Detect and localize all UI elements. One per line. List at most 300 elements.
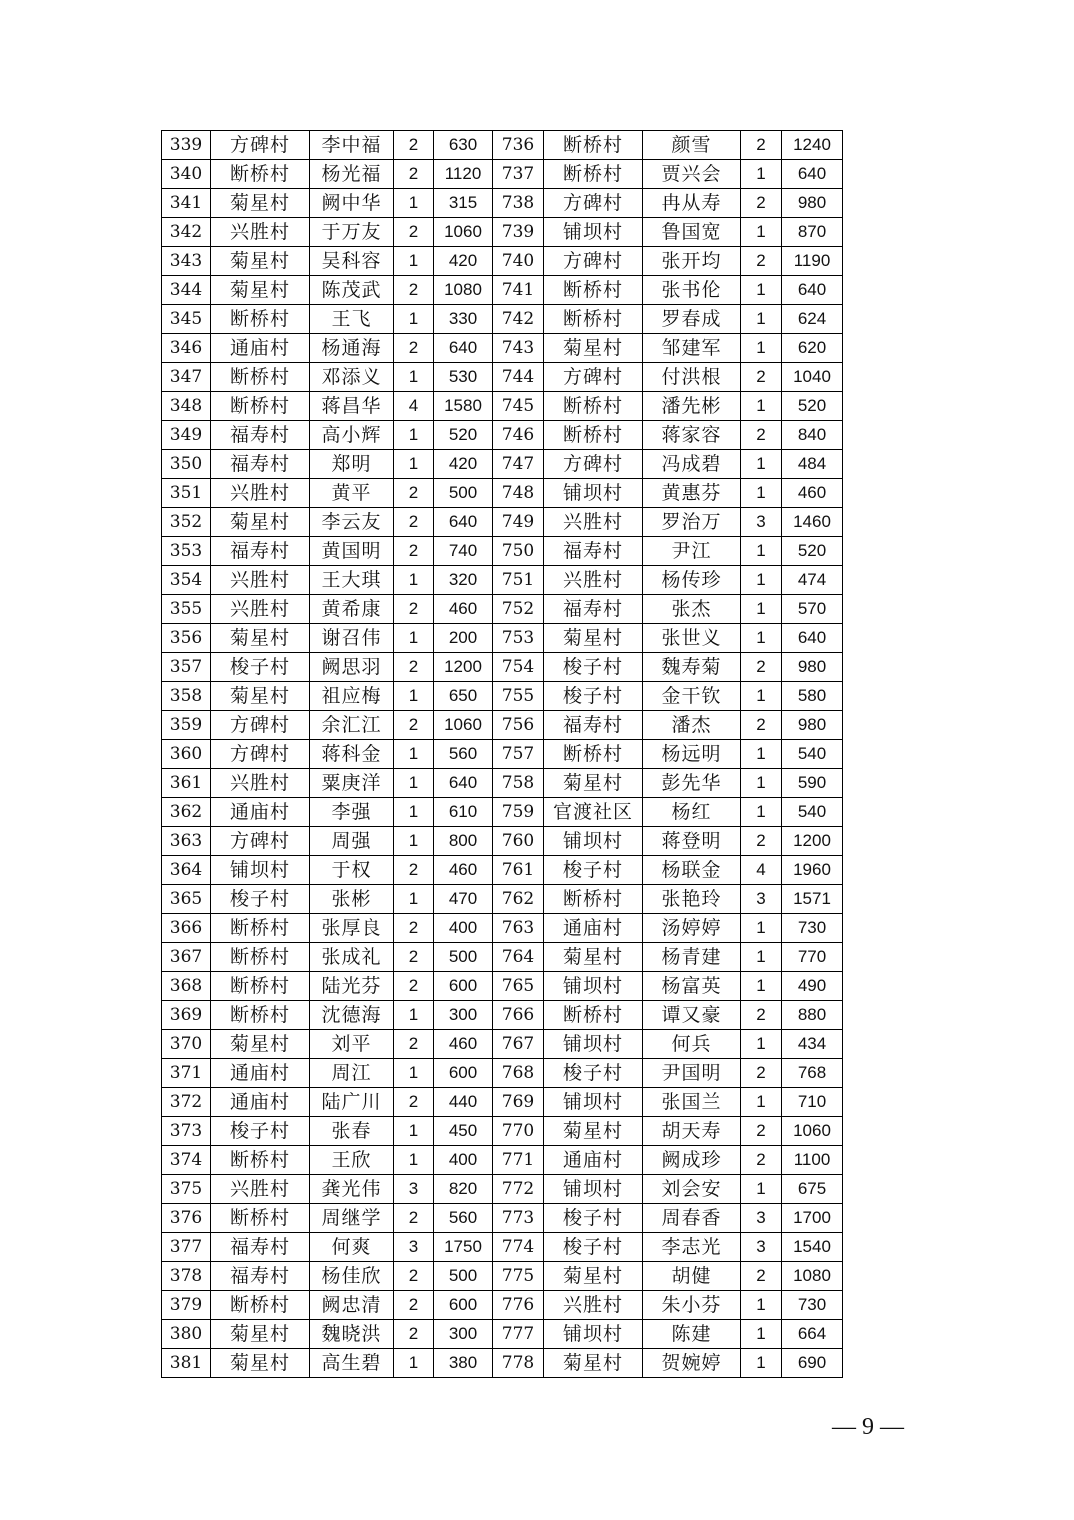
right-household-count-cell: 2 (741, 1059, 782, 1088)
right-serial-number-cell: 772 (493, 1175, 544, 1204)
left-serial-number-cell: 371 (162, 1059, 211, 1088)
left-name-cell: 邓添义 (310, 363, 394, 392)
right-serial-number-cell: 749 (493, 508, 544, 537)
left-serial-number-cell: 353 (162, 537, 211, 566)
right-household-count-cell: 2 (741, 653, 782, 682)
right-amount-cell: 770 (782, 943, 843, 972)
right-household-count-cell: 1 (741, 1291, 782, 1320)
left-amount-cell: 1060 (434, 711, 493, 740)
left-amount-cell: 800 (434, 827, 493, 856)
right-household-count-cell: 2 (741, 363, 782, 392)
left-name-cell: 吴科容 (310, 247, 394, 276)
left-name-cell: 阙中华 (310, 189, 394, 218)
left-household-count-cell: 2 (394, 856, 434, 885)
left-village-cell: 断桥村 (211, 1001, 310, 1030)
right-amount-cell: 664 (782, 1320, 843, 1349)
right-village-cell: 菊星村 (544, 1349, 643, 1378)
left-amount-cell: 600 (434, 972, 493, 1001)
left-serial-number-cell: 374 (162, 1146, 211, 1175)
right-name-cell: 张国兰 (643, 1088, 741, 1117)
table-row (162, 247, 843, 276)
left-serial-number-cell: 357 (162, 653, 211, 682)
table-row (162, 1262, 843, 1291)
left-serial-number-cell: 373 (162, 1117, 211, 1146)
left-serial-number-cell: 379 (162, 1291, 211, 1320)
right-household-count-cell: 1 (741, 1030, 782, 1059)
left-household-count-cell: 1 (394, 450, 434, 479)
left-amount-cell: 400 (434, 1146, 493, 1175)
left-name-cell: 阙思羽 (310, 653, 394, 682)
left-village-cell: 梭子村 (211, 885, 310, 914)
right-serial-number-cell: 761 (493, 856, 544, 885)
left-name-cell: 高小辉 (310, 421, 394, 450)
left-household-count-cell: 2 (394, 972, 434, 1001)
left-serial-number-cell: 377 (162, 1233, 211, 1262)
table-row (162, 1117, 843, 1146)
table-row (162, 972, 843, 1001)
left-name-cell: 于万友 (310, 218, 394, 247)
right-amount-cell: 690 (782, 1349, 843, 1378)
right-village-cell: 铺坝村 (544, 1175, 643, 1204)
right-serial-number-cell: 745 (493, 392, 544, 421)
table-row (162, 450, 843, 479)
table-row (162, 1001, 843, 1030)
right-amount-cell: 768 (782, 1059, 843, 1088)
right-name-cell: 彭先华 (643, 769, 741, 798)
right-household-count-cell: 1 (741, 914, 782, 943)
right-amount-cell: 1060 (782, 1117, 843, 1146)
left-serial-number-cell: 350 (162, 450, 211, 479)
right-amount-cell: 624 (782, 305, 843, 334)
left-village-cell: 菊星村 (211, 682, 310, 711)
roster-table-body (162, 131, 843, 1378)
left-amount-cell: 420 (434, 450, 493, 479)
left-name-cell: 何爽 (310, 1233, 394, 1262)
right-amount-cell: 1571 (782, 885, 843, 914)
right-serial-number-cell: 768 (493, 1059, 544, 1088)
left-village-cell: 菊星村 (211, 276, 310, 305)
right-serial-number-cell: 748 (493, 479, 544, 508)
right-name-cell: 魏寿菊 (643, 653, 741, 682)
right-name-cell: 阙成珍 (643, 1146, 741, 1175)
left-household-count-cell: 1 (394, 1117, 434, 1146)
left-serial-number-cell: 366 (162, 914, 211, 943)
left-household-count-cell: 2 (394, 508, 434, 537)
right-village-cell: 菊星村 (544, 624, 643, 653)
left-name-cell: 张春 (310, 1117, 394, 1146)
left-amount-cell: 300 (434, 1320, 493, 1349)
table-row (162, 566, 843, 595)
right-household-count-cell: 2 (741, 421, 782, 450)
right-village-cell: 方碑村 (544, 247, 643, 276)
left-name-cell: 杨通海 (310, 334, 394, 363)
left-amount-cell: 610 (434, 798, 493, 827)
left-village-cell: 断桥村 (211, 1291, 310, 1320)
left-village-cell: 菊星村 (211, 247, 310, 276)
right-amount-cell: 490 (782, 972, 843, 1001)
right-name-cell: 鲁国宽 (643, 218, 741, 247)
right-village-cell: 方碑村 (544, 189, 643, 218)
left-household-count-cell: 2 (394, 276, 434, 305)
left-household-count-cell: 1 (394, 363, 434, 392)
right-serial-number-cell: 744 (493, 363, 544, 392)
right-serial-number-cell: 775 (493, 1262, 544, 1291)
left-village-cell: 福寿村 (211, 537, 310, 566)
left-village-cell: 菊星村 (211, 1349, 310, 1378)
table-row (162, 914, 843, 943)
right-name-cell: 张艳玲 (643, 885, 741, 914)
left-name-cell: 王欣 (310, 1146, 394, 1175)
right-amount-cell: 1200 (782, 827, 843, 856)
right-amount-cell: 640 (782, 624, 843, 653)
left-name-cell: 高生碧 (310, 1349, 394, 1378)
right-amount-cell: 1190 (782, 247, 843, 276)
left-amount-cell: 1750 (434, 1233, 493, 1262)
table-row (162, 1204, 843, 1233)
left-household-count-cell: 2 (394, 218, 434, 247)
table-row (162, 479, 843, 508)
right-village-cell: 通庙村 (544, 914, 643, 943)
left-household-count-cell: 2 (394, 1088, 434, 1117)
left-amount-cell: 330 (434, 305, 493, 334)
right-amount-cell: 620 (782, 334, 843, 363)
left-amount-cell: 560 (434, 1204, 493, 1233)
right-village-cell: 梭子村 (544, 1204, 643, 1233)
right-serial-number-cell: 778 (493, 1349, 544, 1378)
left-name-cell: 王大琪 (310, 566, 394, 595)
left-village-cell: 断桥村 (211, 363, 310, 392)
right-serial-number-cell: 746 (493, 421, 544, 450)
right-amount-cell: 1240 (782, 131, 843, 160)
right-name-cell: 杨联金 (643, 856, 741, 885)
left-village-cell: 通庙村 (211, 1088, 310, 1117)
right-amount-cell: 1460 (782, 508, 843, 537)
left-amount-cell: 450 (434, 1117, 493, 1146)
left-name-cell: 祖应梅 (310, 682, 394, 711)
right-serial-number-cell: 750 (493, 537, 544, 566)
left-household-count-cell: 2 (394, 1291, 434, 1320)
right-household-count-cell: 2 (741, 131, 782, 160)
left-amount-cell: 740 (434, 537, 493, 566)
right-amount-cell: 880 (782, 1001, 843, 1030)
left-serial-number-cell: 362 (162, 798, 211, 827)
right-name-cell: 陈建 (643, 1320, 741, 1349)
right-village-cell: 断桥村 (544, 305, 643, 334)
right-serial-number-cell: 753 (493, 624, 544, 653)
right-household-count-cell: 1 (741, 276, 782, 305)
right-serial-number-cell: 766 (493, 1001, 544, 1030)
right-village-cell: 菊星村 (544, 1262, 643, 1291)
left-household-count-cell: 1 (394, 1146, 434, 1175)
right-name-cell: 邹建军 (643, 334, 741, 363)
left-amount-cell: 640 (434, 769, 493, 798)
left-serial-number-cell: 352 (162, 508, 211, 537)
right-amount-cell: 710 (782, 1088, 843, 1117)
right-amount-cell: 540 (782, 798, 843, 827)
right-village-cell: 断桥村 (544, 160, 643, 189)
left-name-cell: 陆光芬 (310, 972, 394, 1001)
left-name-cell: 蒋科金 (310, 740, 394, 769)
right-village-cell: 铺坝村 (544, 479, 643, 508)
left-household-count-cell: 2 (394, 914, 434, 943)
right-serial-number-cell: 758 (493, 769, 544, 798)
right-amount-cell: 570 (782, 595, 843, 624)
right-name-cell: 罗治万 (643, 508, 741, 537)
left-serial-number-cell: 361 (162, 769, 211, 798)
left-serial-number-cell: 344 (162, 276, 211, 305)
right-amount-cell: 1700 (782, 1204, 843, 1233)
right-amount-cell: 730 (782, 914, 843, 943)
right-village-cell: 福寿村 (544, 537, 643, 566)
right-amount-cell: 1540 (782, 1233, 843, 1262)
right-name-cell: 张杰 (643, 595, 741, 624)
left-household-count-cell: 1 (394, 624, 434, 653)
right-serial-number-cell: 760 (493, 827, 544, 856)
left-village-cell: 断桥村 (211, 1204, 310, 1233)
left-village-cell: 通庙村 (211, 334, 310, 363)
left-household-count-cell: 1 (394, 798, 434, 827)
right-household-count-cell: 1 (741, 392, 782, 421)
table-row (162, 537, 843, 566)
left-household-count-cell: 1 (394, 421, 434, 450)
right-village-cell: 兴胜村 (544, 1291, 643, 1320)
right-village-cell: 福寿村 (544, 711, 643, 740)
left-name-cell: 龚光伟 (310, 1175, 394, 1204)
right-amount-cell: 640 (782, 160, 843, 189)
right-name-cell: 杨红 (643, 798, 741, 827)
right-serial-number-cell: 769 (493, 1088, 544, 1117)
left-serial-number-cell: 381 (162, 1349, 211, 1378)
right-village-cell: 铺坝村 (544, 972, 643, 1001)
table-row (162, 1291, 843, 1320)
left-name-cell: 余汇江 (310, 711, 394, 740)
left-serial-number-cell: 376 (162, 1204, 211, 1233)
left-village-cell: 福寿村 (211, 1262, 310, 1291)
right-village-cell: 断桥村 (544, 885, 643, 914)
right-household-count-cell: 3 (741, 508, 782, 537)
right-household-count-cell: 1 (741, 769, 782, 798)
right-village-cell: 兴胜村 (544, 508, 643, 537)
table-row (162, 885, 843, 914)
right-name-cell: 金干钦 (643, 682, 741, 711)
left-amount-cell: 1120 (434, 160, 493, 189)
right-village-cell: 断桥村 (544, 276, 643, 305)
left-village-cell: 兴胜村 (211, 566, 310, 595)
right-village-cell: 兴胜村 (544, 566, 643, 595)
right-serial-number-cell: 754 (493, 653, 544, 682)
right-household-count-cell: 3 (741, 1204, 782, 1233)
left-village-cell: 方碑村 (211, 827, 310, 856)
left-serial-number-cell: 369 (162, 1001, 211, 1030)
right-village-cell: 菊星村 (544, 769, 643, 798)
right-amount-cell: 520 (782, 537, 843, 566)
right-village-cell: 梭子村 (544, 1233, 643, 1262)
right-serial-number-cell: 764 (493, 943, 544, 972)
left-village-cell: 铺坝村 (211, 856, 310, 885)
right-village-cell: 断桥村 (544, 421, 643, 450)
left-amount-cell: 560 (434, 740, 493, 769)
right-household-count-cell: 1 (741, 479, 782, 508)
right-serial-number-cell: 765 (493, 972, 544, 1001)
left-amount-cell: 315 (434, 189, 493, 218)
right-name-cell: 冉从寿 (643, 189, 741, 218)
right-name-cell: 谭又豪 (643, 1001, 741, 1030)
left-name-cell: 黄希康 (310, 595, 394, 624)
left-household-count-cell: 2 (394, 1204, 434, 1233)
table-row (162, 363, 843, 392)
right-household-count-cell: 2 (741, 247, 782, 276)
right-household-count-cell: 2 (741, 711, 782, 740)
left-name-cell: 周继学 (310, 1204, 394, 1233)
left-serial-number-cell: 342 (162, 218, 211, 247)
left-village-cell: 方碑村 (211, 711, 310, 740)
left-village-cell: 断桥村 (211, 160, 310, 189)
left-amount-cell: 650 (434, 682, 493, 711)
left-name-cell: 于权 (310, 856, 394, 885)
right-name-cell: 尹江 (643, 537, 741, 566)
left-village-cell: 方碑村 (211, 131, 310, 160)
right-serial-number-cell: 751 (493, 566, 544, 595)
left-household-count-cell: 1 (394, 189, 434, 218)
left-amount-cell: 400 (434, 914, 493, 943)
table-row (162, 1175, 843, 1204)
right-serial-number-cell: 777 (493, 1320, 544, 1349)
left-household-count-cell: 1 (394, 1059, 434, 1088)
right-serial-number-cell: 763 (493, 914, 544, 943)
left-household-count-cell: 1 (394, 885, 434, 914)
right-serial-number-cell: 743 (493, 334, 544, 363)
left-amount-cell: 470 (434, 885, 493, 914)
right-name-cell: 李志光 (643, 1233, 741, 1262)
right-name-cell: 张世义 (643, 624, 741, 653)
left-household-count-cell: 1 (394, 827, 434, 856)
left-amount-cell: 630 (434, 131, 493, 160)
left-household-count-cell: 2 (394, 479, 434, 508)
right-name-cell: 何兵 (643, 1030, 741, 1059)
table-row (162, 827, 843, 856)
right-serial-number-cell: 736 (493, 131, 544, 160)
right-household-count-cell: 2 (741, 1146, 782, 1175)
left-household-count-cell: 2 (394, 131, 434, 160)
right-household-count-cell: 1 (741, 305, 782, 334)
right-serial-number-cell: 759 (493, 798, 544, 827)
right-household-count-cell: 1 (741, 334, 782, 363)
left-name-cell: 周强 (310, 827, 394, 856)
right-village-cell: 通庙村 (544, 1146, 643, 1175)
left-village-cell: 菊星村 (211, 508, 310, 537)
right-household-count-cell: 1 (741, 1349, 782, 1378)
right-village-cell: 方碑村 (544, 363, 643, 392)
left-amount-cell: 460 (434, 856, 493, 885)
right-household-count-cell: 3 (741, 1233, 782, 1262)
right-amount-cell: 540 (782, 740, 843, 769)
right-serial-number-cell: 762 (493, 885, 544, 914)
right-serial-number-cell: 774 (493, 1233, 544, 1262)
right-household-count-cell: 1 (741, 1175, 782, 1204)
right-amount-cell: 460 (782, 479, 843, 508)
right-amount-cell: 1960 (782, 856, 843, 885)
right-amount-cell: 675 (782, 1175, 843, 1204)
right-village-cell: 梭子村 (544, 1059, 643, 1088)
table-row (162, 392, 843, 421)
table-row (162, 769, 843, 798)
left-name-cell: 黄平 (310, 479, 394, 508)
left-serial-number-cell: 356 (162, 624, 211, 653)
table-row (162, 334, 843, 363)
right-amount-cell: 484 (782, 450, 843, 479)
right-village-cell: 铺坝村 (544, 218, 643, 247)
table-row (162, 1233, 843, 1262)
right-serial-number-cell: 770 (493, 1117, 544, 1146)
right-household-count-cell: 1 (741, 160, 782, 189)
left-village-cell: 兴胜村 (211, 595, 310, 624)
left-name-cell: 李强 (310, 798, 394, 827)
right-amount-cell: 1040 (782, 363, 843, 392)
left-household-count-cell: 2 (394, 1030, 434, 1059)
right-village-cell: 方碑村 (544, 450, 643, 479)
table-row (162, 856, 843, 885)
left-household-count-cell: 4 (394, 392, 434, 421)
right-serial-number-cell: 740 (493, 247, 544, 276)
left-name-cell: 刘平 (310, 1030, 394, 1059)
right-household-count-cell: 1 (741, 972, 782, 1001)
left-household-count-cell: 1 (394, 740, 434, 769)
left-village-cell: 通庙村 (211, 798, 310, 827)
left-name-cell: 张厚良 (310, 914, 394, 943)
left-name-cell: 周江 (310, 1059, 394, 1088)
right-serial-number-cell: 776 (493, 1291, 544, 1320)
left-amount-cell: 1580 (434, 392, 493, 421)
table-row (162, 1146, 843, 1175)
left-amount-cell: 420 (434, 247, 493, 276)
left-amount-cell: 200 (434, 624, 493, 653)
right-household-count-cell: 1 (741, 1088, 782, 1117)
left-household-count-cell: 3 (394, 1233, 434, 1262)
table-row (162, 1320, 843, 1349)
right-name-cell: 颜雪 (643, 131, 741, 160)
right-serial-number-cell: 767 (493, 1030, 544, 1059)
left-household-count-cell: 1 (394, 682, 434, 711)
right-amount-cell: 870 (782, 218, 843, 247)
left-name-cell: 李云友 (310, 508, 394, 537)
right-amount-cell: 980 (782, 711, 843, 740)
left-village-cell: 福寿村 (211, 1233, 310, 1262)
right-name-cell: 杨远明 (643, 740, 741, 769)
table-row (162, 189, 843, 218)
right-name-cell: 冯成碧 (643, 450, 741, 479)
left-name-cell: 陈茂武 (310, 276, 394, 305)
left-village-cell: 梭子村 (211, 653, 310, 682)
left-village-cell: 断桥村 (211, 943, 310, 972)
table-row (162, 421, 843, 450)
right-amount-cell: 434 (782, 1030, 843, 1059)
left-household-count-cell: 2 (394, 1262, 434, 1291)
left-serial-number-cell: 343 (162, 247, 211, 276)
right-village-cell: 断桥村 (544, 740, 643, 769)
right-amount-cell: 840 (782, 421, 843, 450)
page-number: — 9 — (832, 1414, 904, 1440)
table-row (162, 160, 843, 189)
right-name-cell: 张开均 (643, 247, 741, 276)
left-serial-number-cell: 370 (162, 1030, 211, 1059)
left-serial-number-cell: 351 (162, 479, 211, 508)
left-village-cell: 断桥村 (211, 305, 310, 334)
table-row (162, 276, 843, 305)
left-village-cell: 菊星村 (211, 1320, 310, 1349)
right-name-cell: 刘会安 (643, 1175, 741, 1204)
right-village-cell: 梭子村 (544, 653, 643, 682)
left-village-cell: 兴胜村 (211, 1175, 310, 1204)
